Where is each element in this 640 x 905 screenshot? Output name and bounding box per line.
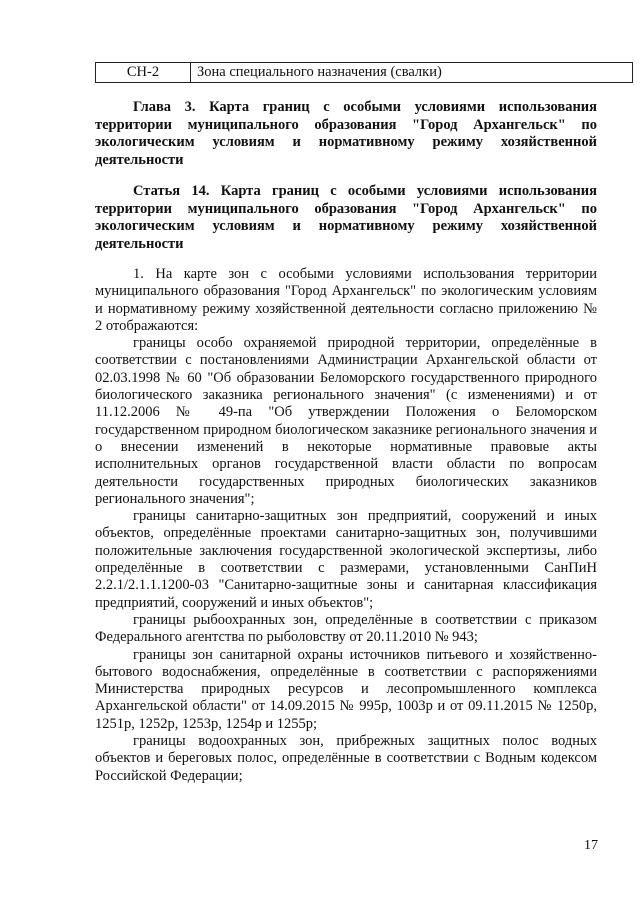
paragraph-water-protection-zones: границы водоохранных зон, прибрежных защитных полос водных объектов и береговых полос, определённые в соответствии с Водным кодексом Российской Федерации; [95,733,597,784]
zone-table [95,62,633,83]
paragraph-water-supply-zones: границы зон санитарной охраны источников питьевого и хозяйственно-бытового водоснабжения, определённые в соответствии с распоряжениями Министерства природных ресурсов и лесопромышленного комплекса Архангельской области" от 14.09.2015 № 995р, 1003р и от 09.11.2015 № 1250р, 1251р, 1252р, 1253р, 1254р и 1255р; [95,646,597,732]
zone-description: Зона специального назначения (свалки) [191,63,633,83]
paragraph-fishery-zones: границы рыбоохранных зон, определённые в соответствии с приказом Федерального агентства по рыболовству от 20.11.2010 № 943; [95,611,597,646]
article-body [95,266,597,785]
article-heading: Статья 14. Карта границ с особыми условиями использования территории муниципального образования "Город Архангельск" по экологическим условиям и нормативному режиму хозяйственной деятельности [95,183,597,252]
paragraph-intro: 1. На карте зон с особыми условиями использования территории муниципального образования "Город Архангельск" по экологическим условиям и нормативному режиму хозяйственной деятельности согласно приложению № 2 отображаются: [95,266,597,334]
zone-code: СН-2 [96,63,191,83]
page-number: 17 [584,838,598,853]
zone-row [96,63,633,83]
paragraph-protected-territory: границы особо охраняемой природной территории, определённые в соответствии с постановлениями Администрации Архангельской области от 02.03.1998 № 60 "Об образовании Беломорского государственного природного биологического заказника регионального значения" (с изменениями) и от 11.12.2006 № 49-па "Об утверждении Положения о Беломорском государственном природном биологическом заказнике регионального значения и о внесении изменений в некоторые нормативные правовые акты исполнительных органов государственной власти области по вопросам деятельности государственных природных биологических заказников регионального значения"; [95,335,597,507]
paragraph-sanitary-zones: границы санитарно-защитных зон предприятий, сооружений и иных объектов, определённые проектами санитарно-защитных зон, получившими положительные заключения государственной экологической экспертизы, либо определённые в соответствии с размерами, установленными СанПиН 2.2.1/2.1.1.1200-03 "Санитарно-защитные зоны и санитарная классификация предприятий, сооружений и иных объектов"; [95,508,597,611]
chapter-heading: Глава 3. Карта границ с особыми условиями использования территории муниципального образования "Город Архангельск" по экологическим условиям и нормативному режиму хозяйственной деятельности [95,99,597,168]
